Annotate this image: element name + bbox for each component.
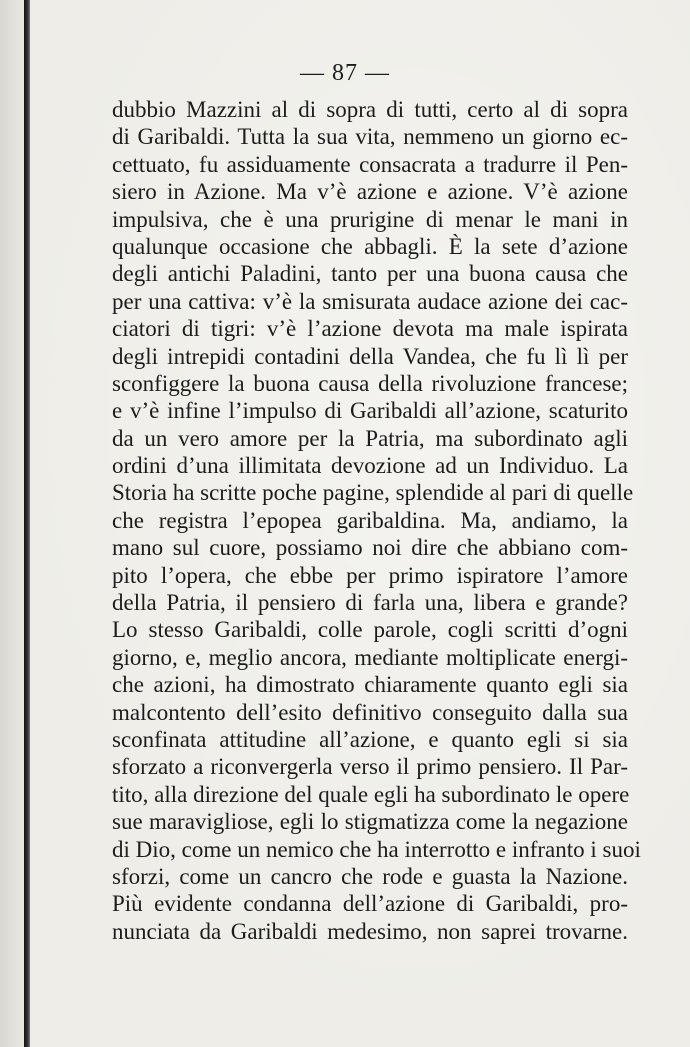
text-line: tito, alla direzione del quale egli ha subordinato le opere: [112, 781, 630, 807]
text-line: di Garibaldi. Tutta la sua vita, nemmeno un giorno ec-: [112, 124, 628, 150]
text-line: malcontento dell’esito definitivo conseguito dalla sua: [112, 699, 628, 725]
text-line: sconfinata attitudine all’azione, e quanto egli si sia: [112, 726, 628, 752]
text-line: cettuato, fu assiduamente consacrata a tradurre il Pen-: [112, 151, 628, 177]
text-line: ciatori di tigri: v’è l’azione devota ma male ispirata: [112, 316, 628, 342]
text-line: sforzi, come un cancro che rode e guasta la Nazione.: [112, 863, 628, 889]
text-line: impulsiva, che è una prurigine di menar le mani in: [112, 206, 628, 232]
body-text: [112, 96, 641, 945]
text-line: Lo stesso Garibaldi, colle parole, cogli scritti d’ogni: [112, 617, 628, 643]
text-line: siero in Azione. Ma v’è azione e azione. V’è azione: [112, 179, 628, 205]
text-line: Storia ha scritte poche pagine, splendide al pari di quelle: [112, 480, 634, 506]
page-number-header: — 87 —: [300, 60, 390, 86]
text-line: degli intrepidi contadini della Vandea, che fu lì lì per: [112, 343, 628, 369]
text-line: dubbio Mazzini al di sopra di tutti, certo al di sopra: [112, 97, 628, 122]
text-line: giorno, e, meglio ancora, mediante moltiplicate energi-: [112, 644, 628, 670]
text-line: che azioni, ha dimostrato chiaramente quanto egli sia: [112, 672, 628, 698]
text-line: sforzato a riconvergerla verso il primo pensiero. Il Par-: [112, 754, 628, 780]
text-line: qualunque occasione che abbagli. È la sete d’azione: [112, 233, 628, 259]
text-line: della Patria, il pensiero di farla una, libera e grande?: [112, 590, 628, 616]
text-line: sue maravigliose, egli lo stigmatizza come la negazione: [112, 809, 628, 835]
text-line: che registra l’epopea garibaldina. Ma, andiamo, la: [112, 507, 628, 533]
text-line: Più evidente condanna dell’azione di Garibaldi, pro-: [112, 891, 628, 917]
text-line: degli antichi Paladini, tanto per una buona causa che: [112, 261, 628, 287]
binding-margin: [0, 0, 24, 1047]
book-binding-edge: [24, 0, 30, 1047]
text-line: nunciata da Garibaldi medesimo, non saprei trovarne.: [112, 918, 628, 944]
text-line: sconfiggere la buona causa della rivoluzione francese;: [112, 370, 628, 396]
text-line: da un vero amore per la Patria, ma subordinato agli: [112, 425, 628, 451]
text-line: ordini d’una illimitata devozione ad un Individuo. La: [112, 453, 628, 479]
text-line: pito l’opera, che ebbe per primo ispiratore l’amore: [112, 562, 628, 588]
text-line: per una cattiva: v’è la smisurata audace azione dei cac-: [112, 288, 628, 314]
text-line: mano sul cuore, possiamo noi dire che abbiano com-: [112, 535, 628, 561]
text-line: e v’è infine l’impulso di Garibaldi all’azione, scaturito: [112, 398, 628, 424]
text-line: di Dio, come un nemico che ha interrotto e infranto i suoi: [112, 836, 641, 862]
